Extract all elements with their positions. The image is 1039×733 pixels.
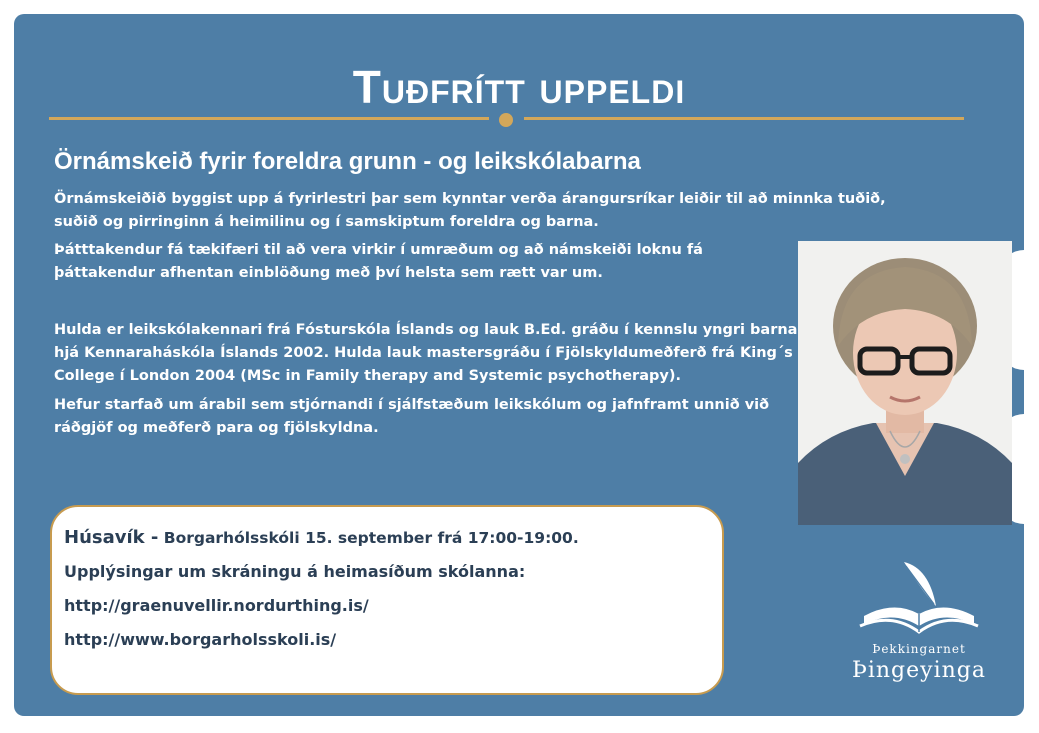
paragraph-intro	[54, 188, 886, 234]
paragraph-line: Örnámskeiðið byggist upp á fyrirlestri þar sem kynntar verða árangursríkar leiðir til að minnka tuðið,	[54, 191, 886, 207]
title-rule-right	[524, 117, 964, 120]
organization-logo	[844, 554, 994, 704]
poster-subtitle: Örnámskeið fyrir foreldra grunn - og leikskólabarna	[54, 148, 641, 175]
registration-text: Upplýsingar um skráningu á heimasíðum skólanna:	[64, 562, 526, 581]
paragraph-line: Hefur starfað um árabil sem stjórnandi í sjálfstæðum leikskólum og jafnframt unnið við	[54, 397, 770, 413]
paragraph-line: suðið og pirringinn á heimilinu og í samskiptum foreldra og barna.	[54, 214, 599, 230]
paragraph-line: College í London 2004 (MSc in Family therapy and Systemic psychotherapy).	[54, 368, 681, 384]
paragraph-line: Þátttakendur fá tækifæri til að vera virkir í umræðum og að námskeiði loknu fá	[54, 242, 703, 258]
event-line	[64, 521, 710, 555]
paragraph-experience	[54, 394, 769, 440]
paragraph-line: Hulda er leikskólakennari frá Fósturskóla Íslands og lauk B.Ed. gráðu í kennslu yngri barna	[54, 322, 798, 338]
paragraph-line: ráðgjöf og meðferð para og fjölskyldna.	[54, 420, 379, 436]
event-info-box	[50, 505, 724, 695]
paragraph-participants	[54, 239, 703, 285]
logo-text-big: Þingeyinga	[851, 658, 986, 683]
link-borgarholsskoli[interactable]: http://www.borgarholsskoli.is/	[64, 630, 337, 649]
paragraph-line: þáttakendur afhentan einblöðung með því helsta sem rætt var um.	[54, 265, 603, 281]
event-place: Húsavík -	[64, 527, 159, 548]
link-graenuvellir[interactable]: http://graenuvellir.nordurthing.is/	[64, 596, 369, 615]
paragraph-line: hjá Kennaraháskóla Íslands 2002. Hulda lauk mastersgráðu í Fjölskyldumeðferð frá King´s	[54, 345, 793, 361]
paragraph-bio	[54, 319, 797, 388]
logo-text-small: Þekkingarnet	[872, 642, 966, 656]
title-rule-dot	[499, 113, 513, 127]
speaker-photo	[798, 241, 1012, 525]
title-rule-left	[49, 117, 489, 120]
event-time: Borgarhólsskóli 15. september frá 17:00-19:00.	[158, 529, 579, 547]
poster-title: Tuðfrítt uppeldi	[352, 61, 686, 113]
poster-card	[14, 14, 1024, 716]
